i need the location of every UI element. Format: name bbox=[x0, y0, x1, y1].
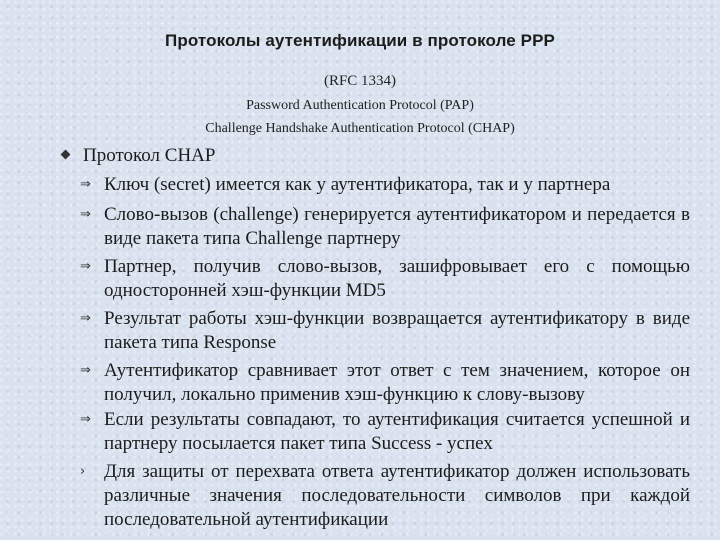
list-item-text: Аутентификатор сравнивает этот ответ с тем значением, которое он получил, локально применив хэш-функцию к слову-вызову bbox=[104, 360, 690, 405]
arrow-bullet-icon: ⇒ bbox=[80, 311, 91, 326]
arrow-bullet-icon: ⇒ bbox=[80, 207, 91, 222]
diamond-bullet-icon bbox=[61, 150, 71, 160]
arrow-bullet-icon: › bbox=[80, 464, 86, 479]
list-item bbox=[80, 203, 690, 251]
list-item-text: Партнер, получив слово-вызов, зашифровывает его с помощью односторонней хэш-функции MD5 bbox=[104, 256, 690, 301]
arrow-bullet-icon: ⇒ bbox=[80, 177, 91, 192]
list-item bbox=[80, 307, 690, 355]
list-item bbox=[80, 408, 690, 456]
arrow-bullet-icon: ⇒ bbox=[80, 363, 91, 378]
main-bullet-text: Протокол CHAP bbox=[83, 145, 216, 166]
arrow-bullet-icon: ⇒ bbox=[80, 412, 91, 427]
list-item-text: Для защиты от перехвата ответа аутентификатор должен использовать различные значения последовательности символов при каждой последовательной аутентификации bbox=[104, 461, 690, 530]
rfc-reference: (RFC 1334) bbox=[323, 73, 397, 89]
list-item-text: Ключ (secret) имеется как у аутентификатора, так и у партнера bbox=[104, 174, 611, 195]
list-item-text: Если результаты совпадают, то аутентификация считается успешной и партнеру посылается пакет типа Success - успех bbox=[104, 409, 690, 454]
list-item bbox=[80, 460, 690, 532]
list-item-text: Результат работы хэш-функции возвращается аутентификатору в виде пакета типа Response bbox=[104, 308, 690, 353]
list-item-text: Слово-вызов (challenge) генерируется аутентификатором и передается в виде пакета типа Challenge партнеру bbox=[104, 204, 690, 249]
pap-protocol-line: Password Authentication Protocol (PAP) bbox=[246, 98, 474, 113]
arrow-bullet-icon: ⇒ bbox=[80, 259, 91, 274]
list-item bbox=[80, 173, 690, 197]
chap-protocol-line: Challenge Handshake Authentication Protocol (CHAP) bbox=[205, 121, 515, 136]
list-item bbox=[80, 255, 690, 303]
list-item bbox=[80, 359, 690, 407]
main-bullet bbox=[62, 145, 215, 167]
slide-title: Протоколы аутентификации в протоколе PPP bbox=[165, 31, 555, 50]
